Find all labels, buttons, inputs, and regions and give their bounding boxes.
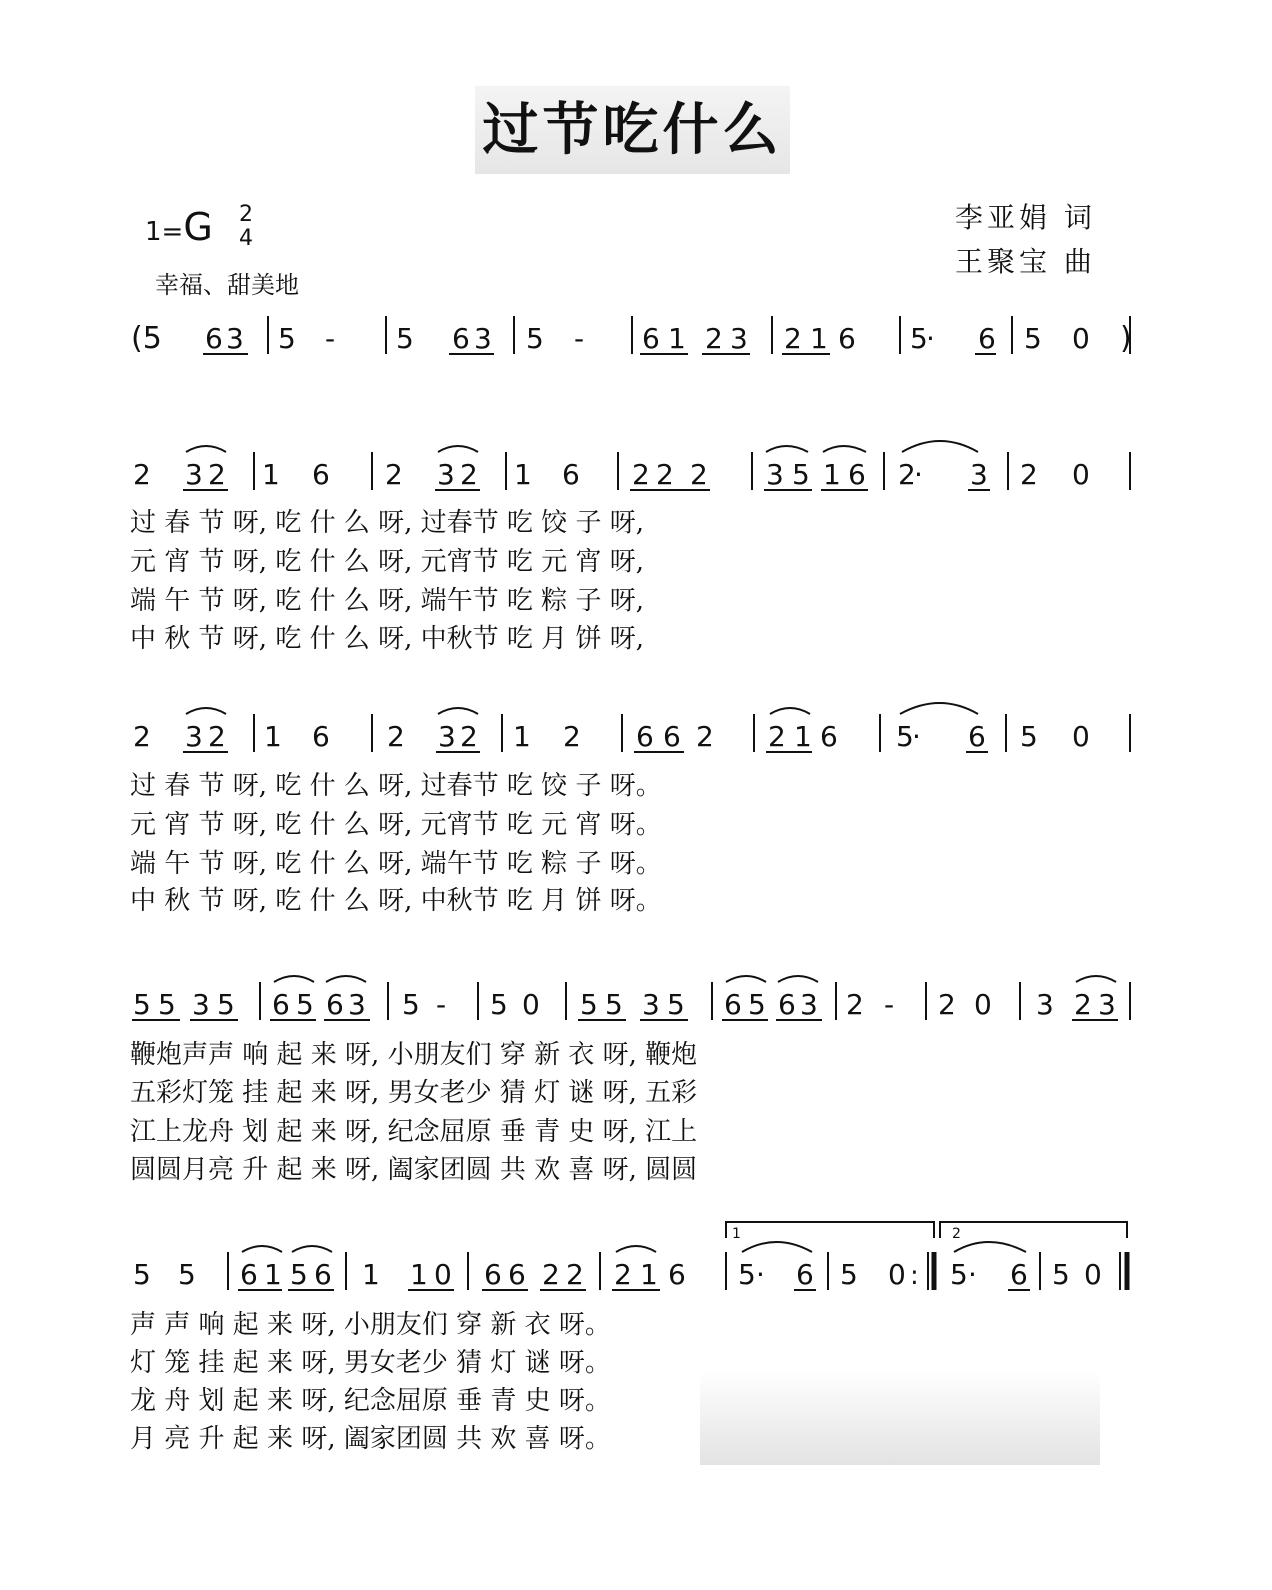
key-signature: 1=G xyxy=(145,205,213,249)
svg-text:6: 6 xyxy=(205,322,223,355)
lyric-line-4-2: 灯 笼 挂 起 来 呀, 男女老少 猜 灯 谜 呀。 xyxy=(130,1348,611,1378)
volta-second-label: 2 xyxy=(952,1226,961,1242)
svg-text:-: - xyxy=(436,988,447,1021)
svg-text:2: 2 xyxy=(632,458,650,491)
svg-text:2: 2 xyxy=(542,1258,560,1291)
svg-text:2: 2 xyxy=(656,458,674,491)
lyric-line-3-3: 江上龙舟 划 起 来 呀, 纪念屈原 垂 青 史 呀, 江上 xyxy=(130,1117,698,1147)
svg-text:5: 5 xyxy=(738,1258,756,1291)
meter-denominator: 4 xyxy=(239,226,253,251)
svg-text:2: 2 xyxy=(898,458,916,491)
svg-text:5: 5 xyxy=(490,988,508,1021)
svg-text:2: 2 xyxy=(846,988,864,1021)
svg-text:6: 6 xyxy=(312,458,330,491)
svg-text:2: 2 xyxy=(690,458,708,491)
svg-text:6: 6 xyxy=(562,458,580,491)
svg-text:6: 6 xyxy=(724,988,742,1021)
svg-text:2: 2 xyxy=(387,720,405,753)
line-3-notes xyxy=(133,720,1090,753)
svg-text:0: 0 xyxy=(888,1258,906,1291)
svg-text:5: 5 xyxy=(1024,322,1042,355)
lyric-line-1-2: 元 宵 节 呀, 吃 什 么 呀, 元宵节 吃 元 宵 呀, xyxy=(130,547,644,577)
svg-text:0: 0 xyxy=(1072,720,1090,753)
lyric-line-4-3: 龙 舟 划 起 来 呀, 纪念屈原 垂 青 史 呀。 xyxy=(130,1386,611,1416)
lyric-line-2-3: 端 午 节 呀, 吃 什 么 呀, 端午节 吃 粽 子 呀。 xyxy=(130,849,662,879)
meter-numerator: 2 xyxy=(239,202,253,227)
svg-text:5: 5 xyxy=(910,322,928,355)
lyric-line-4-4: 月 亮 升 起 来 呀, 阖家团圆 共 欢 喜 呀。 xyxy=(130,1424,611,1454)
svg-text:2: 2 xyxy=(566,1258,584,1291)
svg-text:6: 6 xyxy=(668,1258,686,1291)
svg-text:5: 5 xyxy=(290,1258,308,1291)
svg-text:3: 3 xyxy=(438,720,456,753)
song-title: 过节吃什么 xyxy=(482,97,783,163)
svg-text:5: 5 xyxy=(402,988,420,1021)
svg-text:2: 2 xyxy=(705,322,723,355)
lyric-line-1-1: 过 春 节 呀, 吃 什 么 呀, 过春节 吃 饺 子 呀, xyxy=(130,508,644,538)
svg-text:6: 6 xyxy=(978,322,996,355)
svg-text:2: 2 xyxy=(208,720,226,753)
composer-credit: 王聚宝 曲 xyxy=(955,245,1096,278)
svg-text:·: · xyxy=(912,720,921,753)
volta-first-label: 1 xyxy=(732,1226,741,1242)
svg-text:3: 3 xyxy=(970,458,988,491)
svg-text:6: 6 xyxy=(636,720,654,753)
svg-text:2: 2 xyxy=(385,458,403,491)
lyric-line-2-2: 元 宵 节 呀, 吃 什 么 呀, 元宵节 吃 元 宵 呀。 xyxy=(130,810,662,840)
svg-text:1: 1 xyxy=(264,720,282,753)
svg-text:6: 6 xyxy=(326,988,344,1021)
svg-text:0: 0 xyxy=(1084,1258,1102,1291)
svg-text:2: 2 xyxy=(1074,988,1092,1021)
svg-text:0: 0 xyxy=(1072,322,1090,355)
svg-text:6: 6 xyxy=(312,720,330,753)
svg-text:1: 1 xyxy=(264,1258,282,1291)
svg-text:2: 2 xyxy=(133,458,151,491)
svg-text:0: 0 xyxy=(974,988,992,1021)
volta-labels xyxy=(732,1226,961,1242)
svg-text:5: 5 xyxy=(840,1258,858,1291)
svg-text:1: 1 xyxy=(262,458,280,491)
svg-text:1: 1 xyxy=(513,720,531,753)
svg-text:2: 2 xyxy=(133,720,151,753)
line-4-notes xyxy=(133,988,1116,1021)
svg-text:6: 6 xyxy=(314,1258,332,1291)
svg-text:1: 1 xyxy=(640,1258,658,1291)
svg-text:1: 1 xyxy=(823,458,841,491)
svg-text:2: 2 xyxy=(460,720,478,753)
svg-text:6: 6 xyxy=(778,988,796,1021)
svg-text:1: 1 xyxy=(514,458,532,491)
svg-text:5: 5 xyxy=(667,988,685,1021)
svg-text:2: 2 xyxy=(784,322,802,355)
svg-text:6: 6 xyxy=(484,1258,502,1291)
svg-text:6: 6 xyxy=(848,458,866,491)
svg-text:5: 5 xyxy=(296,988,314,1021)
svg-text:6: 6 xyxy=(1010,1258,1028,1291)
svg-text:-: - xyxy=(325,322,336,355)
lyric-line-1-3: 端 午 节 呀, 吃 什 么 呀, 端午节 吃 粽 子 呀, xyxy=(130,586,644,616)
svg-text:5: 5 xyxy=(950,1258,968,1291)
svg-text:5: 5 xyxy=(133,1258,151,1291)
svg-text:6: 6 xyxy=(820,720,838,753)
svg-text:3: 3 xyxy=(474,322,492,355)
svg-text:·: · xyxy=(914,458,923,491)
svg-text:6: 6 xyxy=(838,322,856,355)
svg-text:5: 5 xyxy=(278,322,296,355)
svg-text:2: 2 xyxy=(460,458,478,491)
svg-text:5: 5 xyxy=(217,988,235,1021)
svg-text:2: 2 xyxy=(1020,458,1038,491)
lyric-line-2-1: 过 春 节 呀, 吃 什 么 呀, 过春节 吃 饺 子 呀。 xyxy=(130,771,662,801)
svg-text:2: 2 xyxy=(614,1258,632,1291)
svg-text:5: 5 xyxy=(396,322,414,355)
svg-text:2: 2 xyxy=(208,458,226,491)
svg-text:3: 3 xyxy=(766,458,784,491)
svg-text:1: 1 xyxy=(668,322,686,355)
svg-text:5: 5 xyxy=(605,988,623,1021)
svg-text:6: 6 xyxy=(452,322,470,355)
svg-text:0: 0 xyxy=(522,988,540,1021)
svg-text:3: 3 xyxy=(800,988,818,1021)
svg-text:1: 1 xyxy=(794,720,812,753)
svg-text:2: 2 xyxy=(563,720,581,753)
svg-text:6: 6 xyxy=(663,720,681,753)
svg-text:3: 3 xyxy=(730,322,748,355)
svg-text:-: - xyxy=(574,322,585,355)
svg-text:3: 3 xyxy=(1036,988,1054,1021)
svg-text:6: 6 xyxy=(240,1258,258,1291)
svg-text:3: 3 xyxy=(185,720,203,753)
svg-text:0: 0 xyxy=(434,1258,452,1291)
svg-text:(5: (5 xyxy=(131,321,162,356)
lyric-line-4-1: 声 声 响 起 来 呀, 小朋友们 穿 新 衣 呀。 xyxy=(130,1310,611,1340)
line-5-notes xyxy=(133,1258,1102,1291)
svg-text:): ) xyxy=(1120,321,1132,356)
svg-text:6: 6 xyxy=(508,1258,526,1291)
svg-text:5: 5 xyxy=(792,458,810,491)
svg-text:5: 5 xyxy=(178,1258,196,1291)
lyric-line-3-4: 圆圆月亮 升 起 来 呀, 阖家团圆 共 欢 喜 呀, 圆圆 xyxy=(130,1155,698,1185)
svg-text:3: 3 xyxy=(437,458,455,491)
svg-text:·: · xyxy=(756,1258,765,1291)
svg-text:5: 5 xyxy=(896,720,914,753)
svg-text:5: 5 xyxy=(748,988,766,1021)
svg-text:2: 2 xyxy=(938,988,956,1021)
svg-text:2: 2 xyxy=(768,720,786,753)
lyric-line-3-1: 鞭炮声声 响 起 来 呀, 小朋友们 穿 新 衣 呀, 鞭炮 xyxy=(130,1040,698,1070)
svg-text:3: 3 xyxy=(192,988,210,1021)
svg-text:5: 5 xyxy=(158,988,176,1021)
svg-text:6: 6 xyxy=(642,322,660,355)
svg-text:-: - xyxy=(884,988,895,1021)
svg-text:3: 3 xyxy=(348,988,366,1021)
lyricist-credit: 李亚娟 词 xyxy=(955,201,1096,234)
svg-text:5: 5 xyxy=(1052,1258,1070,1291)
svg-text:3: 3 xyxy=(226,322,244,355)
svg-text:5: 5 xyxy=(580,988,598,1021)
tempo-marking: 幸福、甜美地 xyxy=(155,271,299,299)
svg-text:3: 3 xyxy=(1098,988,1116,1021)
svg-text:·: · xyxy=(926,322,935,355)
svg-text:1: 1 xyxy=(362,1258,380,1291)
svg-text:3: 3 xyxy=(642,988,660,1021)
svg-text:1: 1 xyxy=(410,1258,428,1291)
svg-text:6: 6 xyxy=(968,720,986,753)
lyric-line-3-2: 五彩灯笼 挂 起 来 呀, 男女老少 猜 灯 谜 呀, 五彩 xyxy=(130,1078,698,1108)
svg-text:3: 3 xyxy=(185,458,203,491)
lyric-line-2-4: 中 秋 节 呀, 吃 什 么 呀, 中秋节 吃 月 饼 呀。 xyxy=(130,886,662,916)
svg-text:5: 5 xyxy=(1020,720,1038,753)
svg-text:6: 6 xyxy=(796,1258,814,1291)
svg-text:5: 5 xyxy=(526,322,544,355)
svg-text:·: · xyxy=(968,1258,977,1291)
svg-text::: : xyxy=(910,1261,919,1291)
svg-text:0: 0 xyxy=(1072,458,1090,491)
svg-text:1: 1 xyxy=(810,322,828,355)
svg-text:2: 2 xyxy=(696,720,714,753)
line-2-notes xyxy=(133,458,1090,491)
svg-text:6: 6 xyxy=(272,988,290,1021)
lyric-line-1-4: 中 秋 节 呀, 吃 什 么 呀, 中秋节 吃 月 饼 呀, xyxy=(130,624,644,654)
svg-text:5: 5 xyxy=(133,988,151,1021)
